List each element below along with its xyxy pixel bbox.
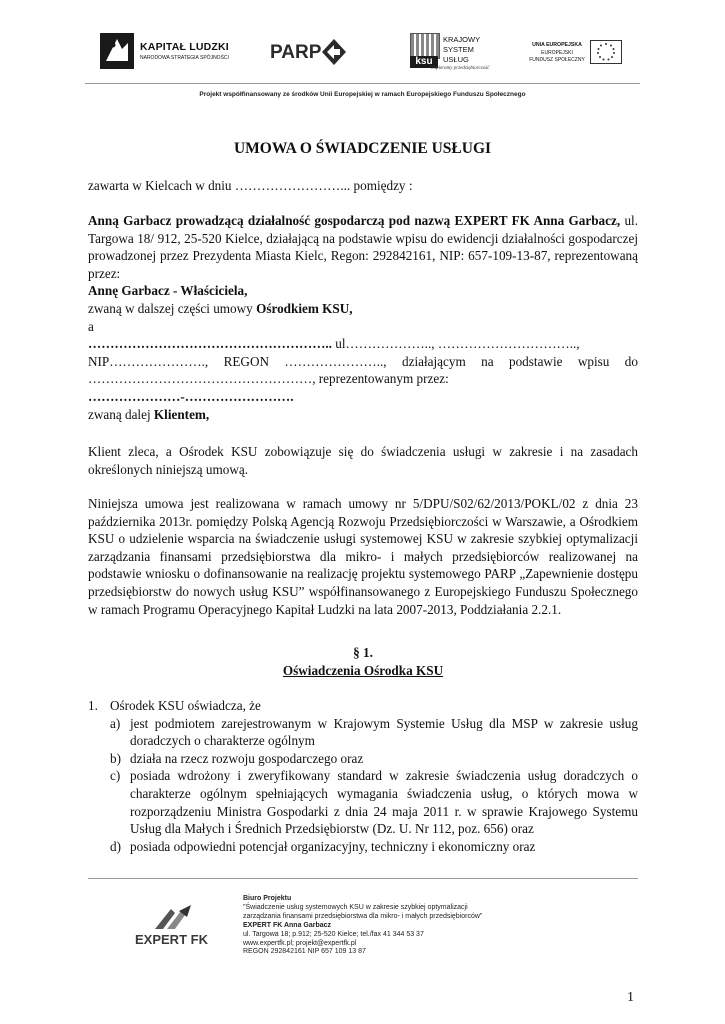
header-divider [85,83,640,84]
office-title: Biuro Projektu [243,895,292,902]
footer-divider [88,878,638,879]
kl-title: KAPITAŁ LUDZKI [140,41,229,53]
office-address: ul. Targowa 18; p.912; 25-520 Kielce; tel./fax 41 344 53 37 [243,930,424,938]
ksu-line1: KRAJOWY [443,35,481,44]
party1-details: ul. Targowa 18/ 912, 25-520 Kielce, działającą na podstawie wpisu do ewidencji działalności gospodarczej prowadzonej przez Prezydenta Miasta Kielc, Regon: 292842161, NIP: 657-109-13-87, reprezentowaną przez: [88,213,638,281]
ksu-tagline: Wspieramy przedsiębiorczość [430,66,490,71]
expert-fk-text: EXPERT FK [135,932,208,947]
concluded-line [88,177,638,195]
ksu-line3: USŁUG [443,55,469,64]
kl-subtitle: NARODOWA STRATEGIA SPÓJNOŚCI [140,55,229,61]
party-block [88,212,638,423]
cofinancing-note: Projekt współfinansowany ze środków Unii Europejskiej w ramach Europejskiego Funduszu Społecznego [199,91,526,98]
ksu-logo [410,33,500,73]
contract-basis-paragraph: Niniejsza umowa jest realizowana w ramach umowy nr 5/DPU/S02/62/2013/POKL/02 z dnia 23 października 2013r. pomiędzy Polską Agencją Rozwoju Przedsiębiorczości w Warszawie, a Ośrodkiem KSU o udzielenie wsparcia na świadczenie usługi systemowej KSU w zakresie szybkiej optymalizacji zarządzania finansami przedsiębiorstwa dla mikro- i małych przedsiębiorców realizowanej na podstawie wniosku o dofinansowanie na realizację projektu systemowego PARP „Zapewnienie dostępu przedsiębiorstw do nowych usług KSU” współfinansowanego z Europejskiego Funduszu Społecznego w ramach Programu Operacyjnego Kapitał Ludzki na lata 2007-2013, Poddziałania 2.2.1. [88,496,638,617]
client-representative: …………………-……………………. [88,388,294,404]
page-number: 1 [627,990,634,1005]
office-ids: REGON 292842161 NIP 657 109 13 87 [243,948,366,956]
project-office-info [243,895,573,957]
sub-item-c: c) posiada wdrożony i zweryfikowany standard w zakresie świadczenia usług doradczych o charakterze ogólnym spełniających wymagania świadczenia usług, o których mowa w rozporządzeniu Ministra Gospodarki z dnia 24 maja 2011 r. w sprawie Krajowego Systemu Usług dla Małych i Średnich Przedsiębiorstw (Dz. U. Nr 112, poz. 656) oraz [110,768,638,837]
and-text: a [88,318,94,334]
commission-paragraph: Klient zleca, a Ośrodek KSU zobowiązuje się do świadczenia usługi w zakresie i na zasadach określonych niniejszą umową. [88,444,638,477]
ue-logo [528,40,628,68]
office-line2: zarządzania finansami przedsiębiorstwa dla mikro- i małych przedsiębiorców" [243,912,483,920]
document-title: UMOWA O ŚWIADCZENIE USŁUGI [233,140,492,157]
section-heading [88,644,638,679]
office-web: www.expertfk.pl; projekt@expertfk.pl [243,939,357,947]
sub-item-d: d) posiada odpowiedni potencjał organizacyjny, techniczny i ekonomiczny oraz [110,838,536,854]
expert-fk-mark-icon [153,905,193,931]
parp-arrows-icon [322,39,346,65]
sub-item-b: b) działa na rzecz rozwoju gospodarczego oraz [110,750,364,766]
kapital-ludzki-logo [100,33,240,69]
called-ksu: zwaną w dalszej części umowy Ośrodkiem KSU, [88,300,353,316]
ue-line3: FUNDUSZ SPOŁECZNY [529,57,585,63]
office-company: EXPERT FK Anna Garbacz [243,921,332,929]
parp-text: PARP [270,42,322,63]
ksu-abbr: ksu [410,56,438,68]
ksu-line2: SYSTEM [443,45,474,54]
office-line1: "Świadczenie usług systemowych KSU w zakresie szybkiej optymalizacji [243,903,468,911]
parp-logo [270,38,350,66]
eu-flag-icon [590,40,622,64]
party1-paragraph [88,212,638,282]
client-line-1: ……………………………………………….. ul……………….., ………………………….., [88,336,580,352]
kapital-ludzki-emblem-icon [100,33,134,69]
client-line-2: NIP…………………., REGON ………………….., działającym na podstawie wpisu do ……………………………………………, reprezentowanym przez: [88,353,638,387]
section-title: Oświadczenia Ośrodka KSU [282,662,444,678]
concluded-text: zawarta w Kielcach w dniu ……………………... pomiędzy : [88,178,413,193]
party1-name: Anną Garbacz prowadzącą działalność gospodarczą pod nazwą EXPERT FK Anna Garbacz, [88,213,621,228]
ue-line2: EUROPEJSKI [541,50,573,56]
called-client: zwaną dalej Klientem, [88,406,210,422]
list-item: 1. Ośrodek KSU oświadcza, że [88,698,261,713]
representative-name: Annę Garbacz - Właściciela, [88,283,248,299]
sub-item-a: a) jest podmiotem zarejestrowanym w Krajowym Systemie Usług dla MSP w zakresie usług doradczych o charakterze ogólnym [110,715,638,749]
section-number: § 1. [353,645,373,660]
ue-line1: UNIA EUROPEJSKA [532,42,582,48]
expert-fk-logo [135,905,225,949]
declarations-list [88,697,638,855]
